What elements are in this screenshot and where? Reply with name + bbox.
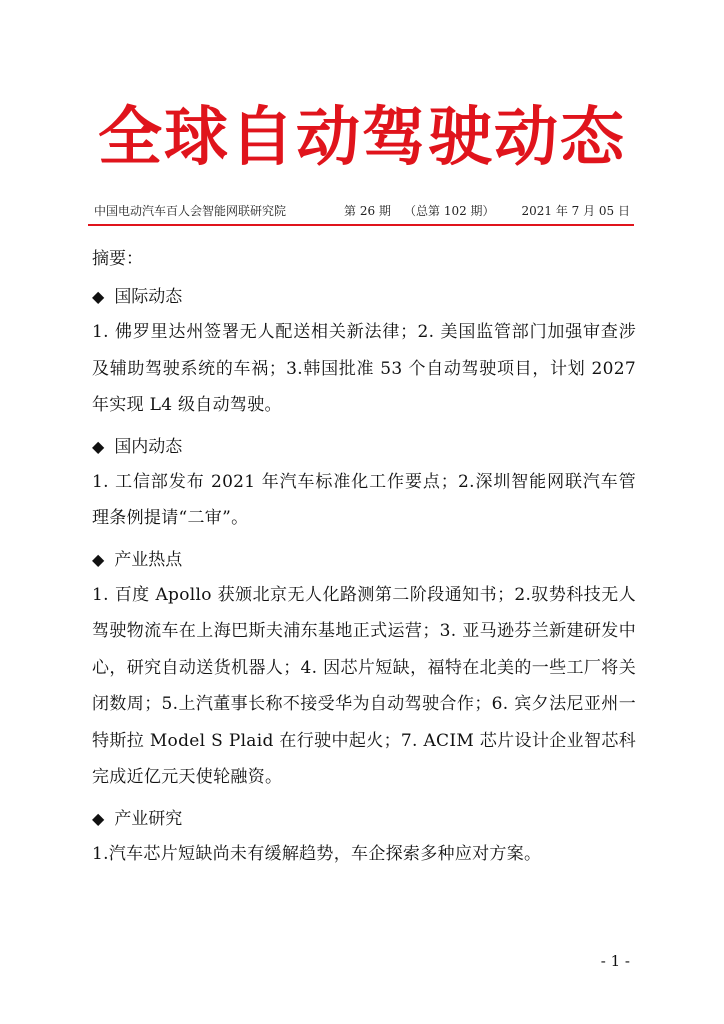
issue-number: 第 26 期 — [344, 204, 391, 218]
section-heading-label: 产业研究 — [114, 808, 183, 829]
header-divider — [88, 224, 634, 226]
section-text-industry-hotspots: 1. 百度 Apollo 获颁北京无人化路测第二阶段通知书；2.驭势科技无人驾驶物流车在上海巴斯夫浦东基地正式运营；3. 亚马逊芬兰新建研发中心，研究自动送货机器人；4. 因芯片短缺，福特在北美的一些工厂将关闭数周；5.上汽董事长称不接受华为自动驾驶合作；6. 宾夕法尼亚州一特斯拉 Model S Plaid 在行驶中起火；7. ACIM 芯片设计企业智芯科完成近亿元天使轮融资。 — [92, 584, 636, 787]
issue-date: 2021 年 7 月 05 日 — [521, 204, 630, 218]
diamond-bullet-icon: ◆ — [92, 549, 105, 569]
diamond-bullet-icon: ◆ — [92, 287, 105, 306]
section-heading-domestic — [92, 432, 636, 462]
summary-body — [92, 244, 636, 872]
section-heading-label: 国内动态 — [114, 436, 183, 457]
summary-label: 摘要： — [92, 249, 143, 269]
section-heading-international — [92, 282, 636, 312]
section-heading-industry-research — [92, 804, 636, 834]
total-issue-number: （总第 102 期） — [404, 204, 495, 218]
diamond-bullet-icon: ◆ — [92, 808, 105, 828]
section-text-domestic: 1. 工信部发布 2021 年汽车标准化工作要点；2.深圳智能网联汽车管理条例提请“二审”。 — [92, 471, 636, 528]
section-text-international: 1. 佛罗里达州签署无人配送相关新法律；2. 美国监管部门加强审查涉及辅助驾驶系统的车祸；3.韩国批准 53 个自动驾驶项目，计划 2027 年实现 L4 级自动驾驶。 — [92, 322, 636, 415]
page-number: - 1 - — [600, 952, 630, 970]
org-name: 中国电动汽车百人会智能网联研究院 — [94, 204, 287, 218]
section-heading-label: 国际动态 — [114, 287, 183, 307]
section-heading-industry-hotspots — [92, 545, 636, 575]
section-heading-label: 产业热点 — [114, 549, 183, 570]
section-text-industry-research: 1.汽车芯片短缺尚未有缓解趋势，车企探索多种应对方案。 — [92, 843, 542, 864]
document-title: 全球自动驾驶动态 — [98, 100, 626, 175]
issue-info-line — [94, 203, 630, 219]
diamond-bullet-icon: ◆ — [92, 436, 105, 456]
